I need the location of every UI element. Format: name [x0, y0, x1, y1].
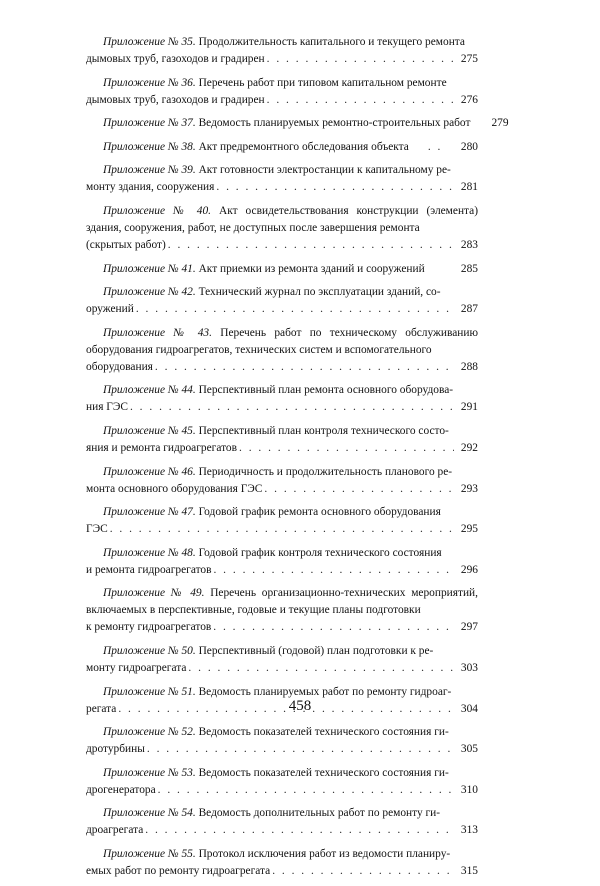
- toc-entry-title-end: [86, 51, 265, 68]
- toc-entry-title-end: [86, 562, 211, 579]
- toc-entry-ref: Приложение № 43.: [103, 326, 212, 339]
- page-number: 458: [288, 698, 312, 714]
- dot-leader: [155, 359, 454, 376]
- toc-entry-lastline: [86, 619, 478, 636]
- toc-entry-title: Технический журнал по эксплуатации зданий, со-: [198, 286, 441, 299]
- toc-entry-text: [86, 34, 478, 51]
- toc-entry-lastline: [86, 863, 478, 880]
- toc-entry-last-text: дрогенератора: [86, 783, 156, 796]
- toc-entry-lastline: [86, 562, 478, 579]
- toc-entry[interactable]: [86, 846, 478, 880]
- toc-entry-text: [86, 162, 478, 179]
- toc-page-number: 297: [460, 621, 478, 634]
- toc-entry-ref: Приложение № 36.: [103, 76, 196, 89]
- toc-entry-text: [86, 203, 478, 237]
- toc-page-number: 276: [460, 93, 478, 106]
- toc-entry[interactable]: [86, 545, 478, 579]
- dot-leader: [145, 822, 454, 839]
- toc-entry[interactable]: [86, 464, 478, 498]
- toc-entry-ref: Приложение № 46.: [103, 465, 196, 478]
- toc-entry-ref: Приложение № 35.: [103, 36, 196, 48]
- toc-entry[interactable]: [86, 765, 478, 799]
- toc-entry-last-text: ГЭС: [86, 523, 108, 536]
- toc-entry-lastline: [86, 51, 478, 68]
- toc-entry-text: [86, 643, 478, 660]
- toc-entry-last-text: (скрытых работ): [86, 238, 166, 251]
- toc-entry-last-text: монту гидроагрегата: [86, 661, 187, 674]
- dot-leader: [264, 481, 454, 498]
- toc-entry[interactable]: [86, 504, 478, 538]
- toc-entry-title: Перспективный план контроля технического состо-: [198, 424, 449, 437]
- toc-page-number: 291: [460, 401, 478, 414]
- toc-page-number: 310: [460, 783, 478, 796]
- toc-entry-last-text: оружений: [86, 303, 134, 316]
- toc-entry-lastline: [86, 179, 478, 196]
- toc-entry-lastline: [86, 237, 478, 254]
- toc-page-number: 295: [460, 523, 478, 536]
- toc-entry[interactable]: [86, 325, 478, 376]
- toc-entry-title: Ведомость дополнительных работ по ремонту ги-: [198, 807, 441, 820]
- toc-entry[interactable]: [86, 284, 478, 318]
- toc-entry-last-text: емых работ по ремонту гидроагрегата: [86, 864, 271, 877]
- toc-entry-title: Перечень работ по техническому обслуживанию оборудования гидроагрегатов, технических систем и вспомогательного: [86, 326, 478, 356]
- dot-leader: [267, 92, 454, 109]
- toc-entry-title-end: [86, 619, 211, 636]
- toc-entry-last-text: Акт приемки из ремонта зданий и сооружений: [198, 262, 425, 275]
- dot-leader: [213, 619, 454, 636]
- toc-entry-title: Ведомость показателей технического состояния ги-: [198, 766, 449, 779]
- toc-entry-text: [86, 545, 478, 562]
- toc-entry-title: Перспективный план ремонта основного оборудова-: [198, 384, 454, 397]
- toc-entry[interactable]: [86, 585, 478, 636]
- toc-entry-title: Годовой график ремонта основного оборудования: [198, 506, 441, 519]
- table-of-contents: [86, 34, 509, 886]
- toc-entry-lastline: [86, 822, 478, 839]
- toc-page-number: 283: [460, 238, 478, 251]
- toc-entry-lastline: [86, 301, 478, 318]
- toc-entry[interactable]: [86, 203, 478, 254]
- toc-entry-title-end: [86, 179, 214, 196]
- toc-entry-title: Перечень организационно-технических мероприятий, включаемых в перспективные, годовые и текущие планы подготовки: [86, 587, 478, 617]
- toc-page-number: 313: [460, 824, 478, 837]
- toc-entry-title-end: [86, 92, 265, 109]
- toc-entry-ref: Приложение № 50.: [103, 644, 196, 657]
- toc-page-number: 279: [491, 117, 509, 130]
- toc-entry-last-text: дымовых труб, газоходов и градирен: [86, 53, 265, 65]
- dot-leader: [130, 399, 454, 416]
- toc-entry-title: Перспективный (годовой) план подготовки к ре-: [198, 644, 434, 657]
- toc-entry-lastline: [86, 359, 478, 376]
- toc-entry[interactable]: [86, 34, 478, 68]
- toc-entry-last-text: к ремонту гидроагрегатов: [86, 621, 212, 634]
- toc-entry-last-text: дроагрегата: [86, 824, 144, 837]
- dot-leader: [188, 660, 454, 677]
- toc-entry-text: [86, 805, 478, 822]
- toc-entry-lastline: [86, 440, 478, 457]
- toc-page-number: 280: [460, 140, 478, 153]
- toc-entry-text: [86, 284, 478, 301]
- toc-entry-lastline: [86, 521, 478, 538]
- toc-page-number: 281: [460, 181, 478, 194]
- toc-entry-lastline: [86, 399, 478, 416]
- toc-entry-ref: Приложение № 41.: [103, 262, 196, 275]
- toc-entry-lastline: [86, 115, 509, 132]
- toc-page-number: 275: [460, 53, 478, 65]
- toc-entry-title: Продолжительность капитального и текущего ремонта: [198, 36, 465, 48]
- dot-leader: [216, 179, 454, 196]
- toc-entry-title-end: [86, 481, 262, 498]
- toc-entry-last-text: оборудования: [86, 360, 153, 373]
- toc-entry-text: [86, 464, 478, 481]
- toc-entry[interactable]: [86, 643, 478, 677]
- toc-page-number: 304: [460, 702, 478, 715]
- toc-entry-last-text: монту здания, сооружения: [86, 181, 215, 194]
- toc-entry-text: [86, 846, 478, 863]
- toc-entry-title: Ведомость показателей технического состояния ги-: [198, 726, 449, 739]
- toc-entry[interactable]: [86, 139, 478, 156]
- toc-page-number: 292: [460, 441, 478, 454]
- toc-entry-title-end: [86, 237, 166, 254]
- toc-entry-lastline: [86, 660, 478, 677]
- toc-entry-title: Протокол исключения работ из ведомости планиру-: [198, 847, 451, 860]
- toc-entry-title-end: [86, 139, 409, 156]
- toc-entry-ref: Приложение № 42.: [103, 286, 196, 299]
- toc-entry[interactable]: [86, 75, 478, 109]
- toc-entry-ref: Приложение № 39.: [103, 164, 196, 177]
- toc-entry-ref: Приложение № 52.: [103, 726, 196, 739]
- toc-page-number: 305: [460, 743, 478, 756]
- toc-entry-last-text: яния и ремонта гидроагрегатов: [86, 441, 237, 454]
- toc-entry[interactable]: [86, 423, 478, 457]
- toc-entry[interactable]: [86, 261, 478, 278]
- toc-entry-title: Годовой график контроля технического состояния: [198, 546, 442, 559]
- toc-page-number: 287: [460, 303, 478, 316]
- toc-entry-ref: Приложение № 49.: [103, 587, 205, 600]
- toc-entry-title: Ведомость планируемых работ по ремонту гидроаг-: [198, 685, 452, 698]
- toc-entry-text: [86, 75, 478, 92]
- toc-entry-lastline: [86, 782, 478, 799]
- toc-entry-last-text: Акт предремонтного обследования объекта: [198, 140, 409, 153]
- toc-entry-ref: Приложение № 55.: [103, 847, 196, 860]
- toc-entry-ref: Приложение № 38.: [103, 140, 196, 153]
- toc-entry-last-text: регата: [86, 702, 117, 715]
- toc-entry-ref: Приложение № 47.: [103, 506, 196, 519]
- toc-entry[interactable]: [86, 724, 478, 758]
- toc-entry-ref: Приложение № 37.: [103, 117, 196, 130]
- toc-entry-ref: Приложение № 45.: [103, 424, 196, 437]
- toc-entry-title-end: [86, 521, 108, 538]
- toc-page-number: 296: [460, 563, 478, 576]
- toc-entry-last-text: и ремонта гидроагрегатов: [86, 563, 212, 576]
- toc-entry[interactable]: [86, 805, 478, 839]
- toc-page-number: 285: [460, 262, 478, 275]
- dot-leader: [239, 440, 454, 457]
- toc-entry-ref: Приложение № 54.: [103, 807, 196, 820]
- toc-entry[interactable]: [86, 115, 509, 132]
- toc-entry-title: Акт готовности электростанции к капитальному ре-: [198, 164, 451, 177]
- toc-entry-last-text: Ведомость планируемых ремонтно-строительных работ: [198, 117, 471, 130]
- toc-entry-lastline: [86, 481, 478, 498]
- dot-leader: [267, 51, 454, 68]
- toc-entry-lastline: [86, 139, 478, 156]
- toc-entry-title: Акт освидетельствования конструкции (элемента) здания, сооружения, работ, не доступных после завершения ремонта: [86, 204, 479, 234]
- toc-entry-title-end: [86, 261, 425, 278]
- toc-entry-lastline: [86, 261, 478, 278]
- toc-entry-ref: Приложение № 40.: [103, 204, 212, 217]
- dot-leader: [168, 237, 454, 254]
- toc-entry-text: [86, 423, 478, 440]
- toc-entry-ref: Приложение № 44.: [103, 384, 196, 397]
- dot-leader: [110, 521, 454, 538]
- toc-page-number: 315: [460, 864, 478, 877]
- toc-page-number: 288: [460, 360, 478, 373]
- dot-leader: [158, 782, 454, 799]
- toc-entry-title-end: [86, 863, 270, 880]
- toc-entry-text: [86, 382, 478, 399]
- toc-entry-lastline: [86, 92, 478, 109]
- toc-entry[interactable]: [86, 382, 478, 416]
- toc-entry-text: [86, 504, 478, 521]
- toc-entry-title-end: [86, 440, 237, 457]
- toc-entry-title-end: [86, 115, 470, 132]
- dot-leader: [427, 261, 442, 278]
- toc-page-number: 303: [460, 661, 478, 674]
- toc-entry-last-text: дымовых труб, газоходов и градирен: [86, 93, 265, 106]
- toc-entry-title-end: [86, 399, 128, 416]
- toc-entry-title: Перечень работ при типовом капитальном ремонте: [198, 76, 447, 89]
- toc-page-number: 293: [460, 482, 478, 495]
- toc-entry-last-text: монта основного оборудования ГЭС: [86, 482, 263, 495]
- toc-entry-text: [86, 765, 478, 782]
- toc-entry-title-end: [86, 301, 134, 318]
- dot-leader: [136, 301, 454, 318]
- dot-leader: [213, 562, 454, 579]
- dot-leader: [272, 863, 454, 880]
- toc-entry-title-end: [86, 822, 143, 839]
- toc-entry-ref: Приложение № 53.: [103, 766, 196, 779]
- toc-entry-ref: Приложение № 48.: [103, 546, 196, 559]
- dot-leader: [411, 139, 442, 156]
- toc-entry-title-end: [86, 359, 153, 376]
- toc-entry[interactable]: [86, 162, 478, 196]
- toc-entry-text: [86, 585, 478, 619]
- toc-entry-title-end: [86, 660, 186, 677]
- toc-entry-title-end: [86, 782, 156, 799]
- toc-entry-text: [86, 724, 478, 741]
- toc-entry-title: Периодичность и продолжительность планового ре-: [198, 465, 453, 478]
- toc-entry-last-text: дротурбины: [86, 743, 145, 756]
- toc-entry-text: [86, 325, 478, 359]
- toc-entry-last-text: ния ГЭС: [86, 401, 128, 414]
- toc-entry-ref: Приложение № 51.: [103, 685, 196, 698]
